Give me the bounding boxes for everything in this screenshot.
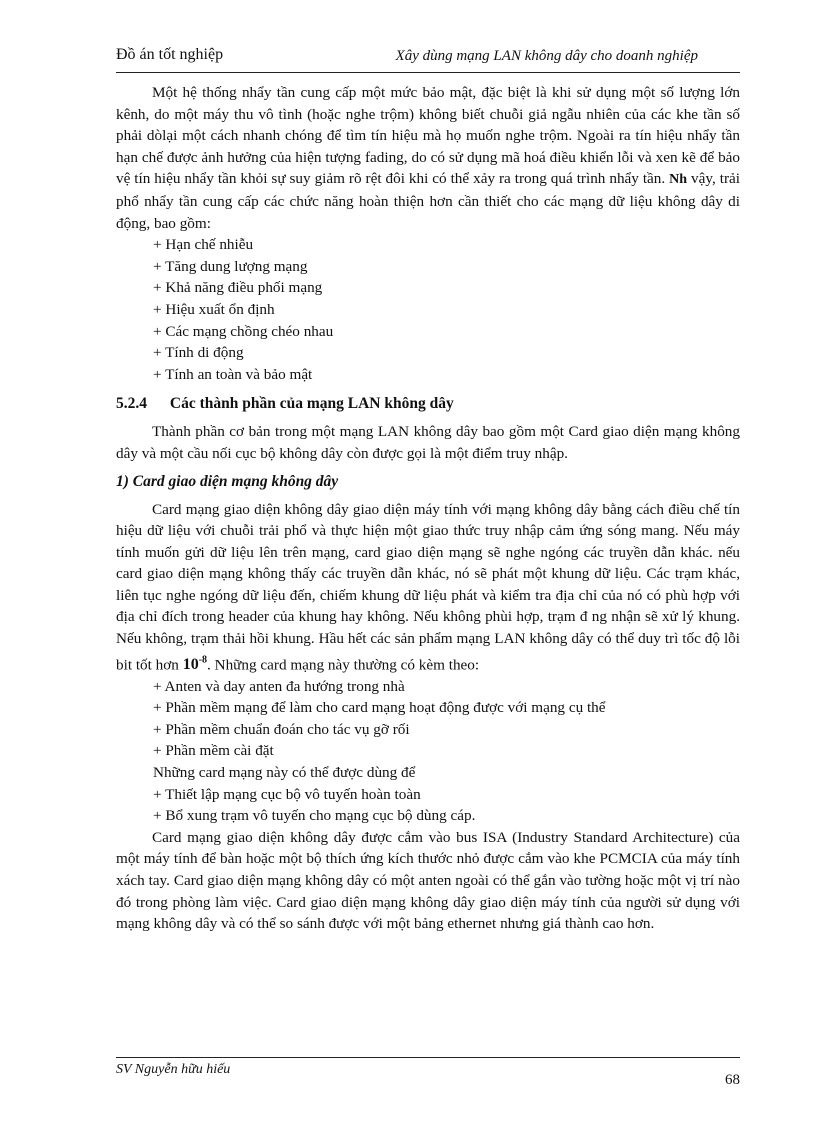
list-item: + Tăng dung lượng mạng [153, 257, 308, 275]
card-text-part1: Card mạng giao diện không dây giao diện máy tính với mạng không dây bằng cách điều chế tín hiệu dữ liệu với chuỗi trải phổ và thực hiện một giao thức truy nhập cảm ứng sóng mang. Nếu máy tính muốn gửi dữ liệu lên trên mạng, card giao diện mạng sẽ nghe ngóng các truyền dẫn khác. nếu card giao diện mạng không thấy các truyền dẫn khác, nó sẽ phát một khung dữ liệu. Các trạm khác, liên tục nghe ngóng dữ liệu đến, chiếm khung dữ liệu phát và kiểm tra địa chỉ của nó có phù hợp với địa chỉ đích trong header của khung hay không. Nếu không phùi hợp, trạm đ ng nhận sẽ xử lý khung. Nếu không, trạm thải hồi khung. Hầu hết các sản phẩm mạng LAN không dây có thể duy trì tốc độ lỗi bit tốt hơn [116, 500, 740, 673]
footer-author: SV Nguyễn hữu hiếu [116, 1062, 231, 1077]
page-footer [116, 1057, 740, 1088]
included-items-list [116, 676, 740, 762]
header-right-title: Xây dùng mạng LAN không dây cho doanh nghiệp [395, 48, 698, 64]
list-item: + Tính an toàn và bảo mật [153, 365, 313, 383]
feature-list [116, 234, 740, 385]
page-header [116, 46, 740, 73]
section-title: Các thành phần của mạng LAN không dây [169, 395, 454, 413]
list-item: + Phần mềm mạng để làm cho card mạng hoạt động được với mạng cụ thể [153, 699, 606, 717]
list-item: + Bổ xung trạm vô tuyến cho mạng cục bộ dùng cáp. [153, 807, 476, 825]
section-number: 5.2.4 [116, 395, 147, 413]
card-installation-paragraph: Card mạng giao diện không dây được cắm vào bus ISA (Industry Standard Architecture) của một máy tính để bàn hoặc một bộ thích ứng kích thước nhỏ được cắm vào khe PCMCIA của máy tính xách tay. Card giao diện mạng không dây có một anten ngoài có thể gắn vào tường hoặc một vị trí nào đó trong phòng làm việc. Card giao diện mạng không dây giao diện máy tính của người sử dụng với mạng không dây và có thể so sánh được với một bảng ethernet nhưng giá thành cao hơn. [116, 828, 740, 933]
list-item: + Khả năng điều phối mạng [153, 279, 323, 297]
list-item: + Hạn chế nhiễu [153, 236, 254, 254]
section-heading [116, 393, 740, 415]
subsection-heading: 1) Card giao diện mạng không dây [116, 472, 339, 490]
intro-paragraph [116, 82, 740, 234]
list-item: + Anten và day anten đa hướng trong nhà [153, 677, 405, 695]
section-intro-paragraph: Thành phần cơ bản trong một mạng LAN không dây bao gồm một Card giao diện mạng không dây và một cầu nối cục bộ không dây còn được gọi là một điểm truy nhập. [116, 423, 740, 462]
list-item: + Phần mềm chuẩn đoán cho tác vụ gỡ rối [153, 720, 410, 738]
card-description-paragraph [116, 499, 740, 676]
list-item: + Tính di động [153, 344, 244, 362]
exp-base: 10 [182, 655, 199, 673]
usage-lead-line: Những card mạng này có thể được dùng để [153, 763, 416, 781]
list-item: + Thiết lập mạng cục bộ vô tuyến hoàn toàn [153, 785, 421, 803]
page-number: 68 [725, 1072, 740, 1088]
intro-text-part2: vậy, trải phổ nhẩy tần cung cấp các chức năng hoàn thiện hơn cần thiết cho các mạng dữ liệu không dây di động, bao gồm: [116, 170, 740, 232]
intro-text-part1: Một hệ thống nhẩy tần cung cấp một mức bảo mật, đặc biệt là khi sử dụng một số lượng lớn kênh, do một máy thu vô tình (hoặc nghe trộm) không biết chuỗi giả ngẫu nhiên của các khe tần số phải dòlại một cách nhanh chóng để tìm tín hiệu mà họ muốn nghe trộm. Ngoài ra tín hiệu nhẩy tần hạn chế được ảnh hưởng của hiện tượng fading, do có sử dụng mã hoá điều khiển lỗi và xen kẽ để bảo vệ tín hiệu nhẩy tần khỏi sự suy giảm rõ rệt đôi khi có thể xảy ra trong quá trình nhẩy tần. [116, 84, 740, 188]
usage-list [116, 784, 740, 827]
list-item: + Hiệu xuất ổn định [153, 300, 275, 318]
card-text-part2: . Những card mạng này thường có kèm theo: [207, 655, 480, 673]
exp-power: -8 [198, 654, 208, 666]
list-item: + Các mạng chồng chéo nhau [153, 322, 334, 340]
header-left-title: Đồ án tốt nghiệp [116, 46, 224, 63]
page-body [116, 82, 740, 935]
error-rate-value [183, 656, 207, 673]
intro-nh-fragment: Nh [669, 172, 688, 188]
list-item: + Phần mềm cài đặt [153, 742, 274, 760]
